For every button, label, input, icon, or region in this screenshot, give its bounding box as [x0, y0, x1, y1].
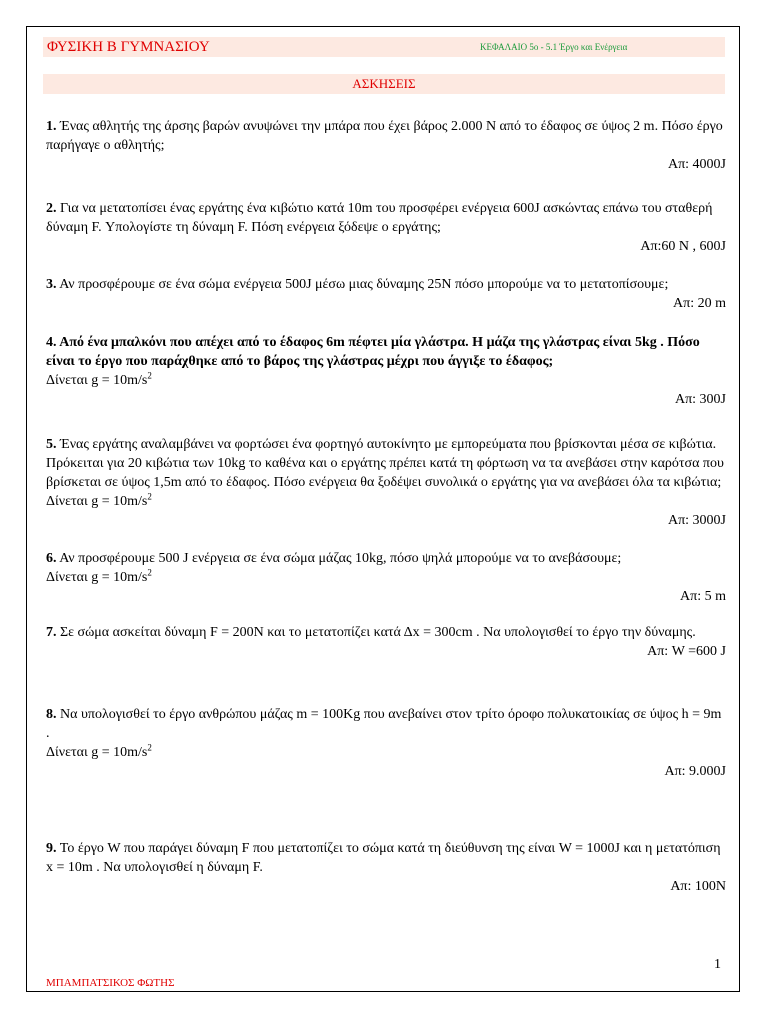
exercise-9: [46, 839, 726, 896]
exercise-answer: Απ: 9.000J: [664, 764, 726, 779]
page-number: 1: [714, 957, 721, 972]
exercise-7: [46, 623, 726, 661]
exercise-5: [46, 435, 726, 530]
exercise-answer: Απ: 20 m: [673, 296, 726, 311]
exercise-number: 3.: [46, 277, 57, 292]
exercise-answer: Απ: 100N: [670, 879, 726, 894]
exercise-text: Αν προσφέρουμε σε ένα σώμα ενέργεια 500J μέσω μιας δύναμης 25Ν πόσο μπορούμε να το μετατοπίσουμε;: [56, 277, 669, 292]
exercise-8: [46, 705, 726, 781]
exercise-answer: Απ: 4000J: [667, 157, 726, 172]
exercise-number: 1.: [46, 119, 57, 134]
exercise-text: Για να μετατοπίσει ένας εργάτης ένα κιβώτιο κατά 10m του προσφέρει ενέργεια 600J ασκώντας επάνω του σταθερή δύναμη F. Υπολογίστε τη δύναμη F. Πόση ενέργεια ξόδεψε ο εργάτης;: [46, 201, 713, 235]
exercise-given: Δίνεται g = 10m/s: [46, 745, 148, 760]
exercise-number: 5.: [46, 437, 57, 452]
exercise-answer: Απ:60 Ν , 600J: [640, 239, 726, 254]
exercise-text: Σε σώμα ασκείται δύναμη F = 200N και το μετατοπίζει κατά Δx = 300cm . Να υπολογισθεί το έργο την δύναμης.: [56, 625, 696, 640]
section-title: ΑΣΚΗΣΕΙΣ: [352, 76, 416, 91]
header-chapter: ΚΕΦΑΛΑΙΟ 5ο - 5.1 Έργο και Ενέργεια: [480, 42, 628, 52]
exercise-text: Αν προσφέρουμε 500 J ενέργεια σε ένα σώμα μάζας 10kg, πόσο ψηλά μπορούμε να το ανεβάσουμε;: [56, 551, 622, 566]
exercise-number: 2.: [46, 201, 57, 216]
exercise-number: 9.: [46, 841, 57, 856]
exercise-number: 7.: [46, 625, 57, 640]
header-title: ΦΥΣΙΚΗ Β ΓΥΜΝΑΣΙΟΥ: [47, 39, 210, 55]
exercise-given: Δίνεται g = 10m/s: [46, 494, 148, 509]
exercise-2: [46, 199, 726, 256]
exercise-answer: Απ: 300J: [674, 392, 726, 407]
exercise-number: 8.: [46, 707, 57, 722]
exercise-given: Δίνεται g = 10m/s: [46, 570, 148, 585]
exercise-given: Δίνεται g = 10m/s: [46, 373, 148, 388]
exercise-text: Από ένα μπαλκόνι που απέχει από το έδαφος 6m πέφτει μία γλάστρα. Η μάζα της γλάστρας είναι 5kg . Πόσο είναι το έργο που παράχθηκε από το βάρος της γλάστρας μέχρι που άγγιξε το έδαφος;: [46, 335, 700, 369]
exponent: 2: [147, 567, 152, 578]
exercise-3: [46, 275, 726, 313]
exercise-1: [46, 117, 726, 174]
exponent: 2: [147, 370, 152, 381]
exponent: 2: [147, 491, 152, 502]
exercise-text: Να υπολογισθεί το έργο ανθρώπου μάζας m = 100Kg που ανεβαίνει στον τρίτο όροφο πολυκατοικίας σε ύψος h = 9m .: [46, 707, 722, 741]
document-page: [26, 26, 740, 992]
footer-author: ΜΠΑΜΠΑΤΣΙΚΟΣ ΦΩΤΗΣ: [46, 977, 175, 989]
exercise-answer: Απ: 3000J: [667, 513, 726, 528]
page-header: [43, 37, 725, 57]
section-header: [43, 74, 725, 94]
exercise-number: 4.: [46, 335, 57, 350]
exercise-4: [46, 333, 726, 409]
exercise-6: [46, 549, 726, 606]
exponent: 2: [147, 742, 152, 753]
exercise-text: Ένας εργάτης αναλαμβάνει να φορτώσει ένα φορτηγό αυτοκίνητο με εμπορεύματα που βρίσκονται μέσα σε κιβώτια. Πρόκειται για 20 κιβώτια των 10kg το καθένα και ο εργάτης πρέπει κατά τη φόρτωση να τα ανεβάσει στην καρότσα που βρίσκεται σε ύψος 1,5m από το έδαφος. Πόσο ενέργεια θα ξοδέψει συνολικά ο εργάτης για να ανεβάσει όλα τα κιβώτια;: [46, 437, 724, 490]
exercise-text: Το έργο W που παράγει δύναμη F που μετατοπίζει το σώμα κατά τη διεύθυνση της είναι W = 1000J και η μετατόπιση x = 10m . Να υπολογισθεί η δύναμη F.: [46, 841, 721, 875]
exercise-answer: Απ: W =600 J: [647, 644, 726, 659]
exercise-text: Ένας αθλητής της άρσης βαρών ανυψώνει την μπάρα που έχει βάρος 2.000 Ν από το έδαφος σε ύψος 2 m. Πόσο έργο παρήγαγε ο αθλητής;: [46, 119, 723, 153]
exercise-number: 6.: [46, 551, 57, 566]
exercise-answer: Απ: 5 m: [680, 589, 726, 604]
